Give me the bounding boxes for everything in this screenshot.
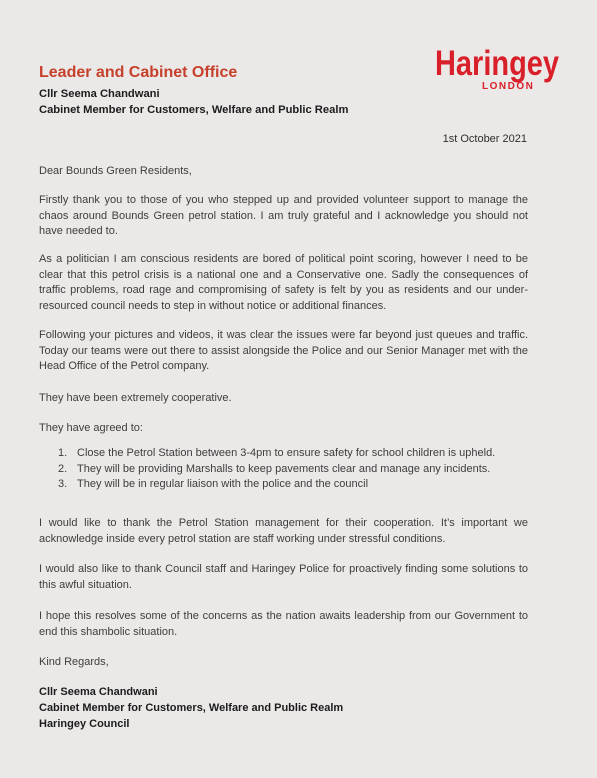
- paragraph-4: They have been extremely cooperative.: [39, 392, 232, 404]
- paragraph-5: They have agreed to:: [39, 422, 143, 434]
- signature-name: Cllr Seema Chandwani: [39, 686, 158, 698]
- sender-name: Cllr Seema Chandwani: [39, 88, 160, 100]
- signature-org: Haringey Council: [39, 718, 130, 730]
- list-item: 2. They will be providing Marshalls to keep pavements clear and manage any incidents.: [58, 462, 491, 475]
- salutation: Dear Bounds Green Residents,: [39, 165, 192, 177]
- closing: Kind Regards,: [39, 656, 109, 668]
- logo-sub: LONDON: [482, 81, 535, 92]
- haringey-logo: [434, 38, 564, 96]
- list-item: 1. Close the Petrol Station between 3-4pm to ensure safety for school children is upheld.: [58, 447, 496, 459]
- logo-wordmark: Haringey: [435, 44, 560, 83]
- paragraph-3: Following your pictures and videos, it was clear the issues were far beyond just queues and traffic. Today our teams were out there to assist alongside the Police and our Senior Manager met with the Head Office of the Petrol company.: [39, 329, 528, 373]
- list-item: 3. They will be in regular liaison with the police and the council: [58, 478, 369, 491]
- letter-date: 1st October 2021: [442, 133, 527, 145]
- paragraph-1: Firstly thank you to those of you who stepped up and provided volunteer support to manage the chaos around Bounds Green petrol station. I am truly grateful and I acknowledge you should not have needed to.: [39, 194, 528, 238]
- agreement-list: [58, 446, 495, 493]
- signature-role: Cabinet Member for Customers, Welfare and Public Realm: [39, 702, 344, 714]
- paragraph-7: I would also like to thank Council staff and Haringey Police for proactively finding some solutions to this awful situation.: [39, 563, 528, 591]
- paragraph-2: As a politician I am conscious residents are bored of political point scoring, however I need to be clear that this petrol crisis is a national one and a Conservative one. Sadly the consequences of traffic problems, road rage and compromising of safety is felt by you as residents and our under-resourced council needs to step in without notice or additional finances.: [39, 253, 528, 312]
- office-title: Leader and Cabinet Office: [39, 64, 238, 81]
- haringey-logo-graphic: [434, 38, 564, 96]
- paragraph-6: I would like to thank the Petrol Station management for their cooperation. It’s important we acknowledge inside every petrol station are staff working under stressful conditions.: [39, 517, 528, 545]
- paragraph-8: I hope this resolves some of the concerns as the nation awaits leadership from our Government to end this shambolic situation.: [39, 610, 528, 638]
- sender-role: Cabinet Member for Customers, Welfare and Public Realm: [39, 104, 349, 116]
